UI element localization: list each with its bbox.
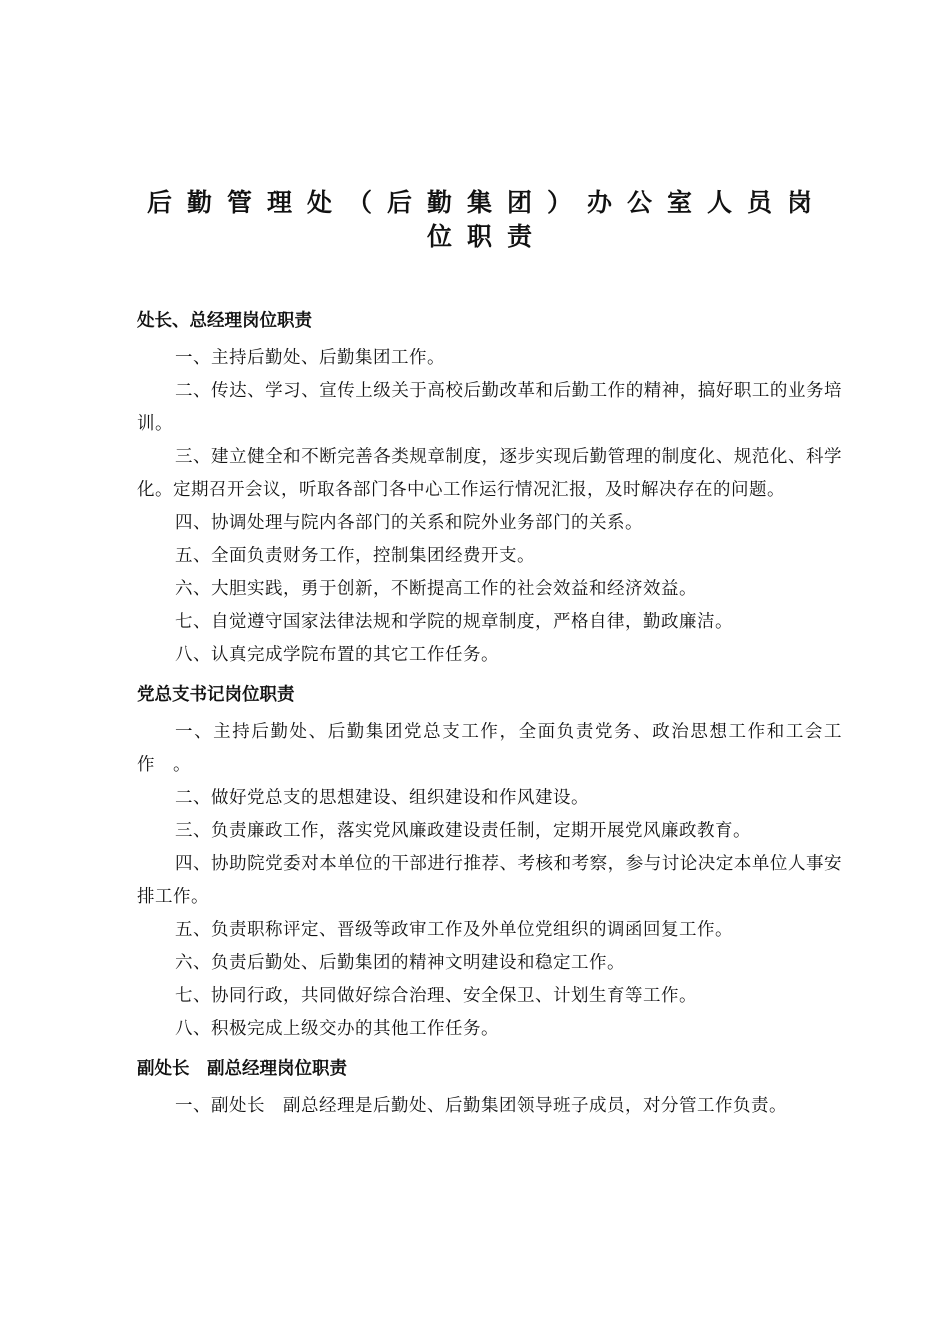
duty-item: 二、做好党总支的思想建设、组织建设和作风建设。 bbox=[175, 788, 589, 808]
duty-item: 三、建立健全和不断完善各类规章制度，逐步实现后勤管理的制度化、规范化、科学化。定期召开会议，听取各部门各中心工作运行情况汇报，及时解决存在的问题。 bbox=[137, 447, 842, 500]
section-heading: 党总支书记岗位职责 bbox=[137, 685, 295, 705]
title-line-1: 后勤管理处（后勤集团）办公室人员岗 bbox=[146, 188, 827, 217]
section-party-secretary bbox=[137, 680, 842, 1046]
duty-item: 三、负责廉政工作，落实党风廉政建设责任制，定期开展党风廉政教育。 bbox=[175, 821, 751, 841]
duty-item: 六、负责后勤处、后勤集团的精神文明建设和稳定工作。 bbox=[175, 953, 625, 973]
duty-item: 五、负责职称评定、晋级等政审工作及外单位党组织的调函回复工作。 bbox=[175, 920, 733, 940]
duty-item: 四、协助院党委对本单位的干部进行推荐、考核和考察，参与讨论决定本单位人事安排工作。 bbox=[137, 854, 842, 907]
duty-item: 四、协调处理与院内各部门的关系和院外业务部门的关系。 bbox=[175, 513, 643, 533]
document-title bbox=[137, 186, 837, 254]
duty-item: 七、自觉遵守国家法律法规和学院的规章制度，严格自律，勤政廉洁。 bbox=[175, 612, 733, 632]
section-heading: 副处长 副总经理岗位职责 bbox=[137, 1059, 347, 1079]
duty-item: 一、主持后勤处、后勤集团党总支工作，全面负责党务、政治思想工作和工会工作 。 bbox=[137, 722, 842, 775]
duty-item: 六、大胆实践，勇于创新，不断提高工作的社会效益和经济效益。 bbox=[175, 579, 697, 599]
duty-item: 八、认真完成学院布置的其它工作任务。 bbox=[175, 645, 499, 665]
duty-item: 一、主持后勤处、后勤集团工作。 bbox=[175, 348, 445, 368]
document-body bbox=[137, 306, 842, 1131]
duty-item: 七、协同行政，共同做好综合治理、安全保卫、计划生育等工作。 bbox=[175, 986, 697, 1006]
section-deputy-director bbox=[137, 1054, 842, 1123]
section-director bbox=[137, 306, 842, 672]
duty-item: 五、全面负责财务工作，控制集团经费开支。 bbox=[175, 546, 535, 566]
duty-item: 二、传达、学习、宣传上级关于高校后勤改革和后勤工作的精神，搞好职工的业务培训。 bbox=[137, 381, 842, 434]
section-heading: 处长、总经理岗位职责 bbox=[137, 311, 312, 331]
title-line-2: 位职责 bbox=[426, 222, 547, 251]
duty-item: 一、副处长 副总经理是后勤处、后勤集团领导班子成员，对分管工作负责。 bbox=[175, 1096, 787, 1116]
duty-item: 八、积极完成上级交办的其他工作任务。 bbox=[175, 1019, 499, 1039]
